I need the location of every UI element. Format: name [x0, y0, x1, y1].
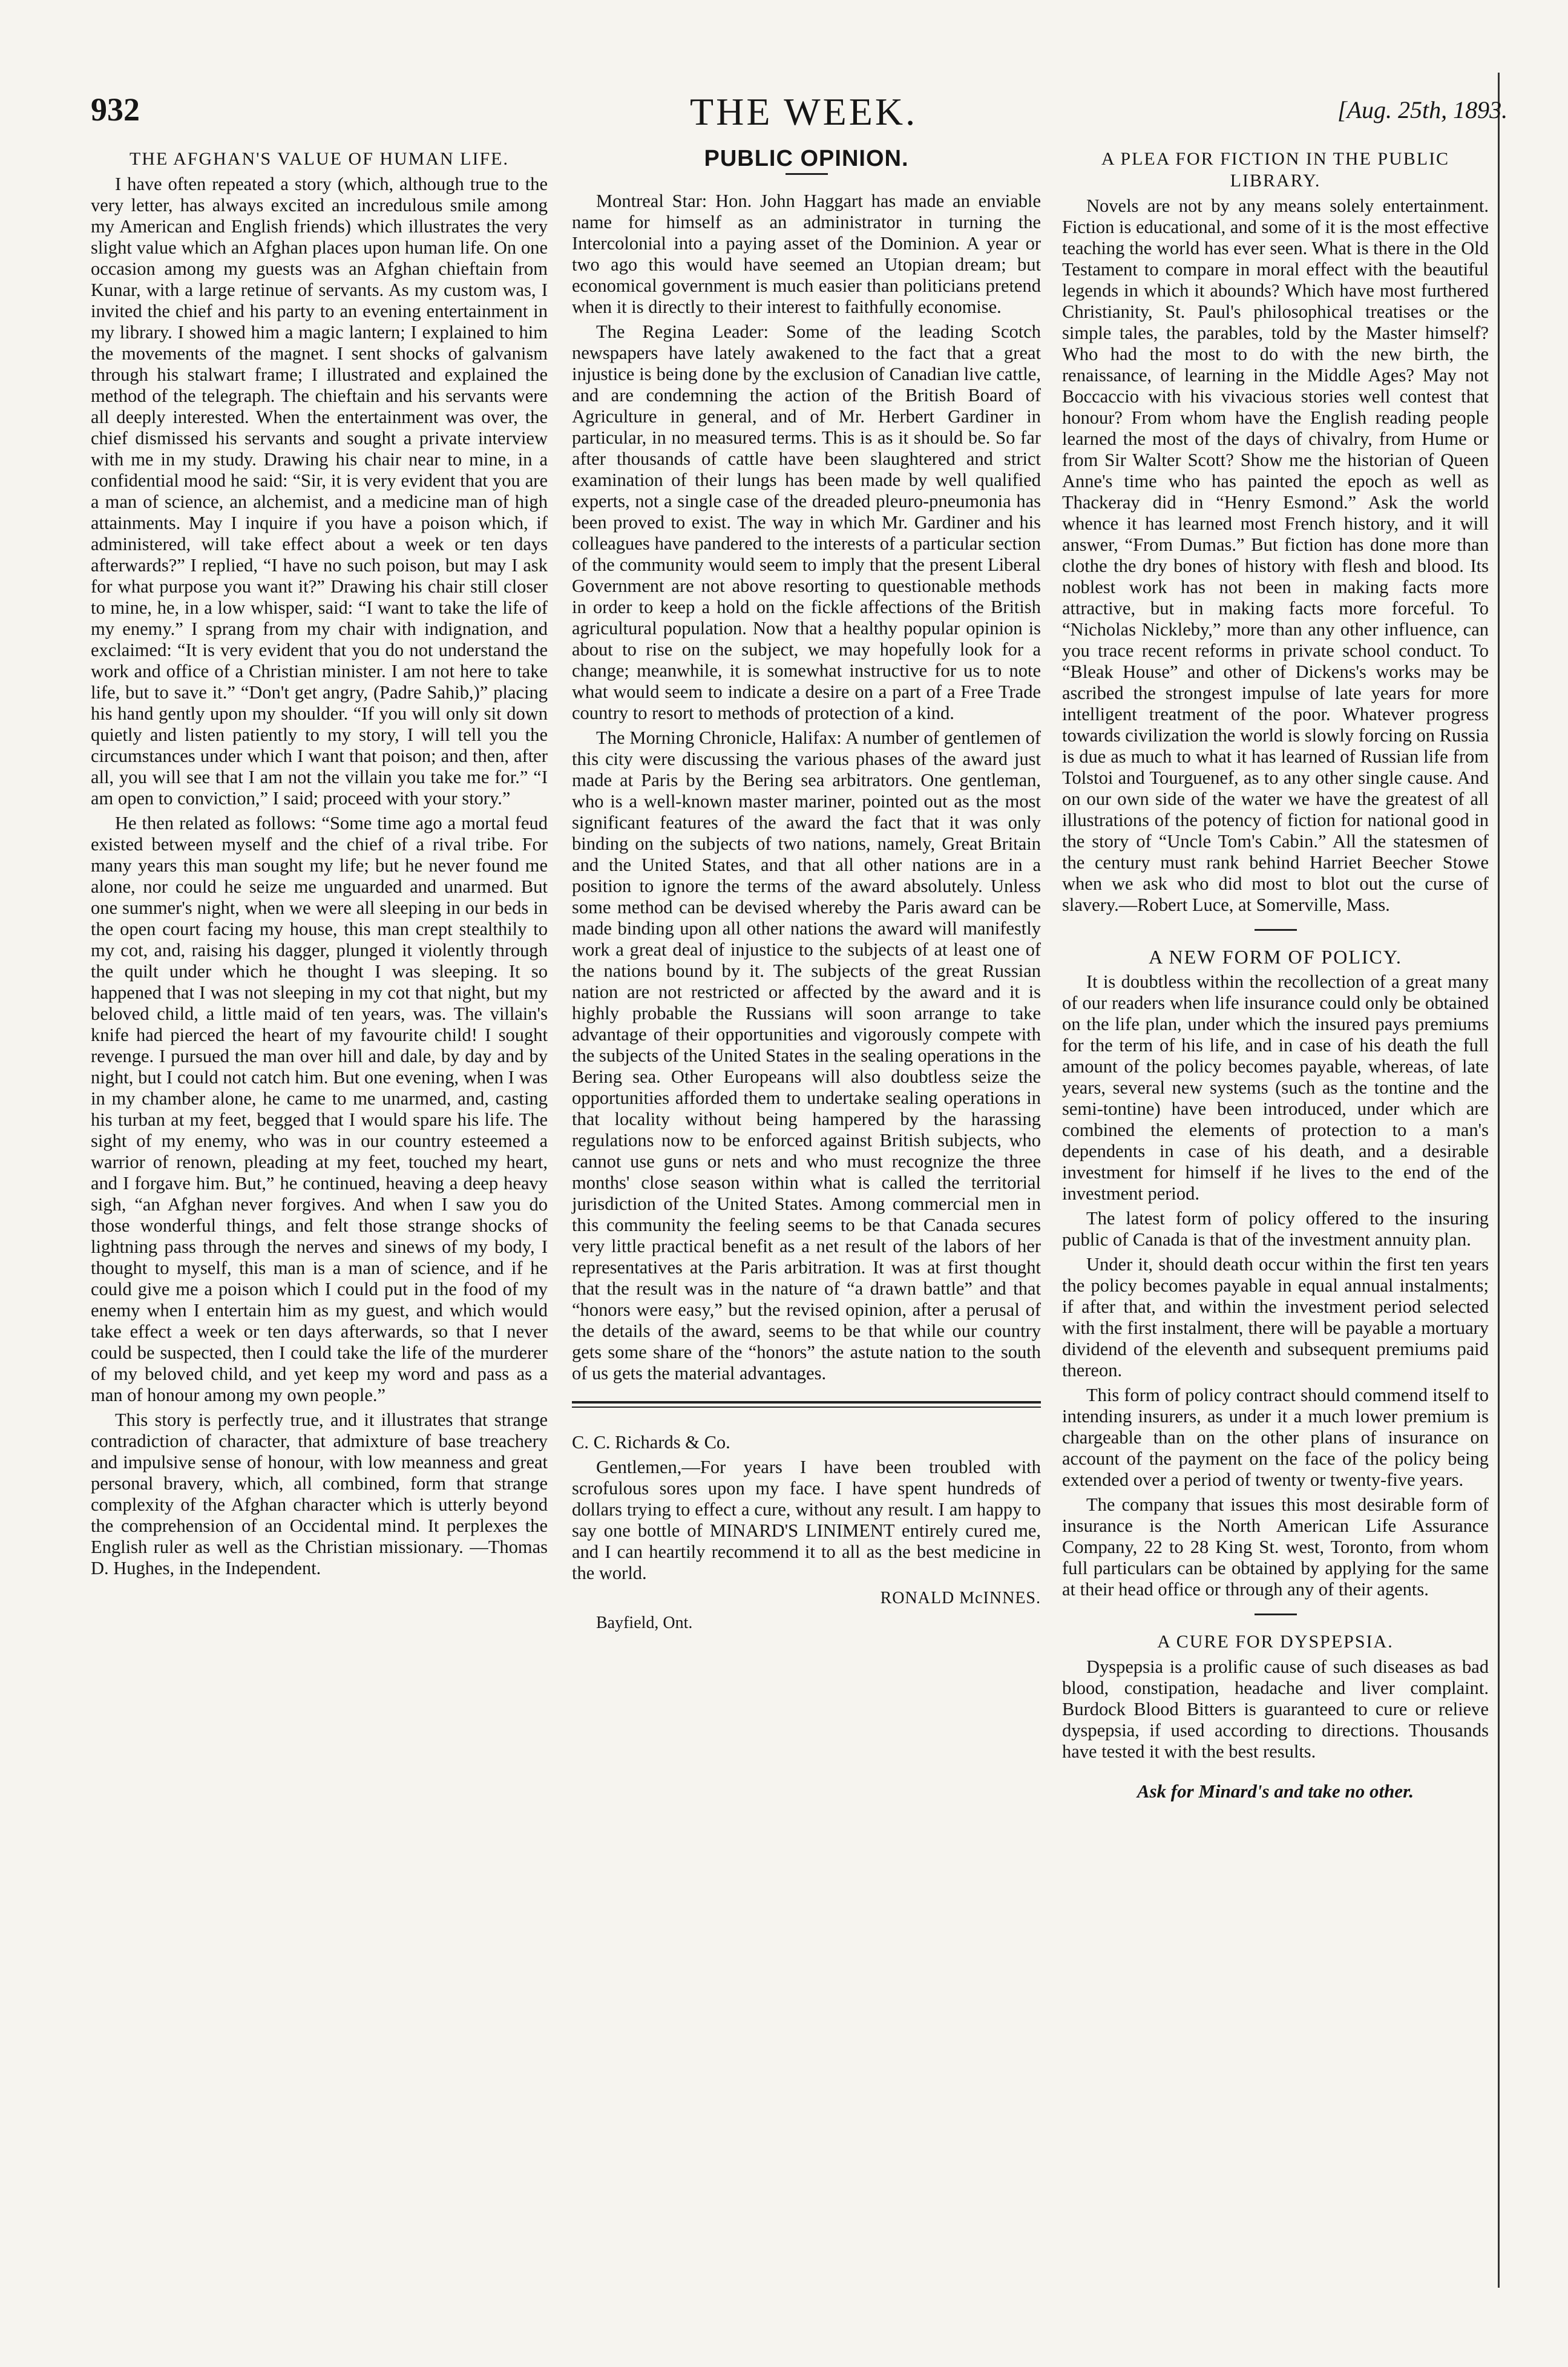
article-title-fiction: A PLEA FOR FICTION IN THE PUBLIC LIBRARY.	[1101, 149, 1450, 191]
opinion-paragraph: The Regina Leader: Some of the leading Scotch newspapers have lately awakened to the fact that a great injustice is being done by the exclusion of Canadian live cattle, and are condemning the action of the British Board of Agriculture in general, and of Mr. Herbert Gardiner in particular, in no measured terms. This is as it should be. So far after thousands of cattle have been slaughtered and strict examination of their lungs has been made by well qualified experts, not a single case of the dreaded pleuro-pneumonia has been proved to exist. The way in which Mr. Gardiner and his colleagues have pandered to the interests of a particular section of the community would seem to imply that the present Liberal Government are not above resorting to questionable methods in order to keep a hold on the fickle affections of the British agricultural population. Now that a healthy popular opinion is about to rise on the subject, we may hopefully look for a change; meanwhile, it is somewhat instructive for us to note what would seem to indicate a desire on a part of a Free Trade country to resort to methods of protection of a kind.	[572, 321, 1041, 723]
policy-paragraph: This form of policy contract should commend itself to intending insurers, as under it a much lower premium is chargeable than on the other plans of insurance on account of the payment on the face of the policy being extended over a period of twenty or twenty-five years.	[1062, 1385, 1489, 1490]
newspaper-title: THE WEEK.	[690, 90, 918, 133]
article-title-dyspepsia: A CURE FOR DYSPEPSIA.	[1157, 1632, 1394, 1652]
issue-date: [Aug. 25th, 1893.	[1337, 96, 1508, 123]
column-afghan	[91, 148, 548, 1583]
article-paragraph: I have often repeated a story (which, although true to the very letter, has always excited an incredulous smile among my American and English friends) which illustrates the very slight value which an Afghan places upon human life. On one occasion among my guests was an Afghan chieftain from Kunar, with a large retinue of servants. As my custom was, I invited the chief and his party to an evening entertainment in my library. I showed him a magic lantern; I explained to him the movements of the magnet. I sent shocks of galvanism through his stalwart frame; I illustrated and explained the method of the telegraph. The chieftain and his servants were all deeply interested. When the entertainment was over, the chief dismissed his servants and sought a private interview with me in my study. Drawing his chair near to mine, in a confidential mood he said: “Sir, it is very evident that you are a man of science, an alchemist, and a medicine man of high attainments. May I inquire if you have a poison which, if administered, will take effect about a week or ten days afterwards?” I replied, “I have no such poison, but may I ask for what purpose you want it?” Drawing his chair still closer to mine, he, in a low whisper, said: “I want to take the life of my enemy.” I sprang from my chair with indignation, and exclaimed: “It is very evident that you do not understand the work and office of a Christian minister. I am not here to take life, but to save it.” “Don't get angry, (Padre Sahib,)” placing his hand gently upon my shoulder. “If you will only sit down quietly and listen patiently to my story, I will tell you the circumstances under which I want that poison; and then, after all, you will see that I am not the villain you take me for.” “I am open to conviction,” I said; proceed with your story.”	[91, 174, 548, 809]
section-rule	[1255, 1614, 1297, 1615]
column-rule-right	[1498, 73, 1500, 2288]
policy-paragraph: The latest form of policy offered to the insuring public of Canada is that of the investment annuity plan.	[1062, 1208, 1489, 1250]
closing-slogan: Ask for Minard's and take no other.	[1137, 1781, 1414, 1802]
policy-paragraph: Under it, should death occur within the first ten years the policy becomes payable in equal annual instalments; if after that, and within the investment period selected with the first instalment, there will be payable a mortuary dividend of the eleventh and subsequent premiums paid thereon.	[1062, 1254, 1489, 1380]
column-fiction-policy	[1062, 148, 1489, 1805]
dyspepsia-paragraph: Dyspepsia is a prolific cause of such diseases as bad blood, constipation, headache and liver complaint. Burdock Blood Bitters is guaranteed to cure or relieve dyspepsia, if used according to directions. Thousands have tested it with the best results.	[1062, 1656, 1489, 1762]
policy-paragraph: The company that issues this most desirable form of insurance is the North American Life Assurance Company, 22 to 28 King St. west, Toronto, from whom full particulars can be obtained by applying for the same at their head office or through any of their agents.	[1062, 1494, 1489, 1600]
article-paragraph: This story is perfectly true, and it illustrates that strange contradiction of character, that admixture of base treachery and impulsive sense of honour, with low meanness and great personal bravery, which, all combined, form that strange complexity of the Afghan character which is utterly beyond the comprehension of an Occidental mind. It perplexes the English ruler as well as the Christian missionary. —Thomas D. Hughes, in the Independent.	[91, 1410, 548, 1578]
double-rule	[572, 1401, 1041, 1408]
section-title-public-opinion: PUBLIC OPINION.	[704, 146, 909, 171]
ad-addressee: C. C. Richards & Co.	[572, 1432, 730, 1453]
fiction-paragraph: Novels are not by any means solely entertainment. Fiction is educational, and some of it is the most effective teaching the world has ever seen. What is there in the Old Testament to compare in moral effect with the beautiful legends in which it abounds? Which have most furthered Christianity, St. Paul's philosophical treatises or the simple tales, the parables, told by the Master himself? Who had the most to do with the new birth, the renaissance, of learning in the Middle Ages? May not Boccaccio with his vivacious stories well contest that honour? From whom have the English reading people learned the most of the days of chivalry, from Hume or from Sir Walter Scott? Show me the historian of Queen Anne's time who has painted the epoch as well as Thackeray did in “Henry Esmond.” Ask the world whence it has learned most French history, and it will answer, “From Dumas.” But fiction has done more than clothe the dry bones of history with flesh and blood. Its noblest work has not been in making facts more attractive, but in making facts more forceful. To “Nicholas Nickleby,” more than any other influence, can you trace recent reforms in private school conduct. To “Bleak House” and other of Dickens's works may be ascribed the strongest impulse of late years for more intelligent treatment of the poor. Whatever progress towards civilization the world is slowly forcing on Russia is due as much to what it has learned of Russian life from Tolstoi and Tourguenef, as to any other single cause. And on our own side of the water we have the greatest of all illustrations of the potency of fiction for national good in the story of “Uncle Tom's Cabin.” All the statesmen of the century must rank behind Harriet Beecher Stowe when we ask who did most to blot out the curse of slavery.—Robert Luce, at Somerville, Mass.	[1062, 195, 1489, 915]
ad-signature: RONALD McINNES.	[880, 1589, 1041, 1607]
column-public-opinion	[572, 148, 1041, 1637]
ad-place: Bayfield, Ont.	[596, 1614, 693, 1632]
opinion-paragraph: The Morning Chronicle, Halifax: A number of gentlemen of this city were discussing the various phases of the award just made at Paris by the Bering sea arbitrators. One gentleman, who is a well-known master mariner, pointed out as the most significant features of the award the fact that it was only binding on the subjects of two nations, namely, Great Britain and the United States, and that all other nations are in a position to ignore the terms of the award absolutely. Unless some method can be devised whereby the Paris award can be made binding upon all other nations the award will manifestly work a great deal of injustice to the subjects of at least one of the nations bound by it. The subjects of the great Russian nation are not restricted or affected by the award and it is highly probable the Russians will soon arrange to take advantage of their opportunities and vigorously compete with the subjects of the United States in the sealing operations in the Bering sea. Other Europeans will also doubtless seize the opportunities afforded them to undertake sealing operations in that locality without being hampered by the harassing regulations now to be enforced against British subjects, who cannot use guns or nets and who must recognize the three months' close season within what is called the territorial jurisdiction of the United States. Among commercial men in this community the feeling seems to be that Canada secures very little practical benefit as a net result of the labors of her representatives at the Paris arbitration. It was at first thought that the result was in the nature of “a drawn battle” and that “honors were easy,” but the revised opinion, after a perusal of the details of the award, seems to be that while our country gets some share of the “honors” the astute nation to the south of us gets the material advantages.	[572, 727, 1041, 1384]
opinion-paragraph: Montreal Star: Hon. John Haggart has made an enviable name for himself as an administrator in turning the Intercolonial into a paying asset of the Dominion. A year or two ago this would have seemed an Utopian dream; but economical government is much easier than politicians pretend when it is directly to their interest to faithfully economise.	[572, 191, 1041, 317]
article-title-policy: A NEW FORM OF POLICY.	[1149, 946, 1402, 968]
page-number: 932	[91, 91, 140, 128]
policy-paragraph: It is doubtless within the recollection of a great many of our readers when life insurance could only be obtained on the life plan, under which the insured pays premiums for the term of his life, and in case of his death the full amount of the policy becomes payable, whereas, of late years, several new systems (such as the tontine and the semi-tontine) have been introduced, under which are combined the elements of protection to a man's dependents in case of his death, and a desirable investment for himself if he lives to the end of the investment period.	[1062, 971, 1489, 1204]
article-paragraph: He then related as follows: “Some time ago a mortal feud existed between myself and the chief of a rival tribe. For many years this man sought my life; but he never found me alone, nor could he seize me unguarded and unarmed. But one summer's night, when we were all sleeping in our beds in the open court facing my house, this man crept stealthily to my cot, and, raising his dagger, plunged it violently through the quilt under which he thought I was sleeping. It so happened that I was not sleeping in my cot that night, but my beloved child, a little maid of ten years, was. The villain's knife had pierced the heart of my favourite child! I sought revenge. I pursued the man over hill and dale, by day and by night, but I could not catch him. But one evening, when I was in my chamber alone, he came to me unarmed, and, casting his turban at my feet, begged that I would spare his life. The sight of my enemy, who was in our country esteemed a warrior of renown, pleading at my feet, touched my heart, and I forgave him. But,” he continued, heaving a deep heavy sigh, “an Afghan never forgives. And when I saw you do those wonderful things, and felt those strange shocks of lightning pass through the nerves and sinews of my body, I thought to myself, this man is a man of science, and if he could give me a poison which I could put in the food of my enemy when I entertain him as my guest, and which would take effect a week or ten days afterwards, so that I never could be suspected, then I could take the life of the murderer of my beloved child, and yet keep my word and pass as a man of honour among my own people.”	[91, 813, 548, 1405]
title-rule	[786, 173, 828, 175]
article-title-afghan: THE AFGHAN'S VALUE OF HUMAN LIFE.	[129, 149, 509, 169]
section-rule	[1255, 929, 1297, 931]
ad-testimonial: Gentlemen,—For years I have been troubled with scrofulous sores upon my face. I have spent hundreds of dollars trying to effect a cure, without any result. I am happy to say one bottle of MINARD'S LINIMENT entirely cured me, and I can heartily recommend it to all as the best medicine in the world.	[572, 1457, 1041, 1583]
